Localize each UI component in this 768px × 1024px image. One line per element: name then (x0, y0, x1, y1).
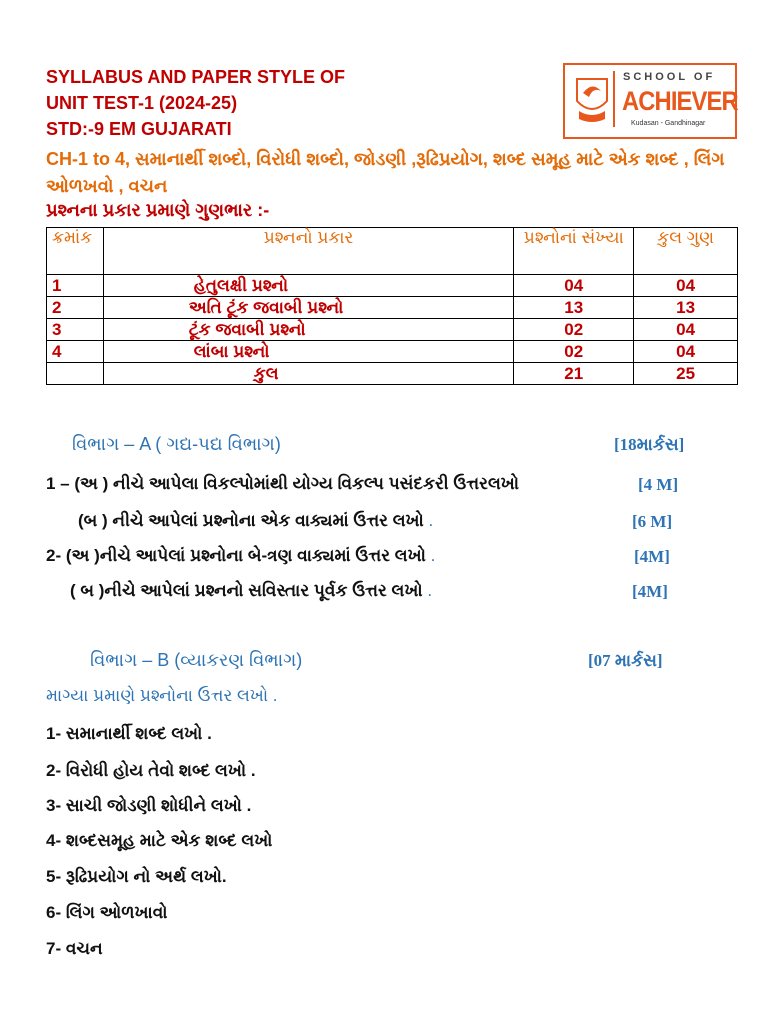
question-marks: [6 M] (632, 512, 673, 531)
row-type: હેતુલક્ષી પ્રશ્નો (103, 275, 514, 297)
row-count: 02 (514, 341, 634, 363)
row-type: ટૂંક જવાબી પ્રશ્નો (103, 319, 514, 341)
section-b-instruction: માગ્યા પ્રમાણે પ્રશ્નોના ઉત્તર લખો . (46, 686, 278, 705)
list-item: 2- વિરોધી હોય તેવો શબ્દ લખો . (46, 761, 256, 780)
document-header (46, 64, 546, 142)
section-b-title: વિભાગ – B (વ્યાકરણ વિભાગ) (90, 650, 303, 670)
table-total-row (47, 363, 738, 385)
question-marks: [4 M] (638, 475, 679, 494)
table-row (47, 319, 738, 341)
question-text: ( બ )નીચે આપેલાં પ્રશ્નનો સવિસ્તાર પૂર્વક ઉત્તર લખો (70, 581, 423, 600)
total-count: 21 (514, 363, 634, 385)
list-item: 7- વચન (46, 939, 103, 958)
row-marks: 04 (634, 275, 738, 297)
table-row (47, 297, 738, 319)
logo-emblem-icon (571, 71, 615, 127)
question-end-dot: . (430, 546, 436, 565)
section-a-title: વિભાગ – A ( ગદ્ય-પદ્ય વિભાગ) (72, 434, 281, 454)
table-row (47, 275, 738, 297)
list-item: 3- સાચી જોડણી શોધીને લખો . (46, 796, 252, 815)
total-label: કુલ (103, 363, 514, 385)
list-item: 6- લિંગ ઓળખાવો (46, 903, 168, 922)
question-text: (બ ) નીચે આપેલાં પ્રશ્નોના એક વાક્યમાં ઉત્તર લખો (78, 511, 424, 530)
list-item: 1- સમાનાર્થી શબ્દ લખો . (46, 724, 212, 743)
marks-distribution-title: પ્રશ્નના પ્રકાર પ્રમાણે ગુણભાર :- (46, 200, 270, 220)
list-item: 5- રૂઢિપ્રયોગ નો અર્થ લખો. (46, 867, 227, 886)
total-marks: 25 (634, 363, 738, 385)
row-type: લાંબા પ્રશ્નો (103, 341, 514, 363)
school-logo (563, 63, 737, 139)
row-marks: 04 (634, 319, 738, 341)
row-serial: 4 (47, 341, 104, 363)
header-line-3: STD:-9 EM GUJARATI (46, 119, 232, 139)
header-total-marks: કુલ ગુણ (634, 228, 738, 275)
header-line-1: SYLLABUS AND PAPER STYLE OF (46, 67, 346, 87)
question-text: 2- (અ )નીચે આપેલાં પ્રશ્નોના બે-ત્રણ વાક્યમાં ઉત્તર લખો (46, 546, 426, 565)
row-count: 13 (514, 297, 634, 319)
section-a-marks: [18માર્કસ] (614, 435, 685, 454)
row-marks: 13 (634, 297, 738, 319)
header-question-type: પ્રશ્નનો પ્રકાર (103, 228, 514, 275)
chapters-line: CH-1 to 4, સમાનાર્થી શબ્દો, વિરોધી શબ્દો, જોડણી ,રૂઢિપ્રયોગ, શબ્દ સમૂહ માટે એક શબ્દ , લિંગ ઓળખવો , વચન (46, 149, 725, 196)
row-serial: 1 (47, 275, 104, 297)
header-question-count: પ્રશ્નોનાં સંખ્યા (514, 228, 634, 275)
question-marks: [4M] (632, 582, 668, 601)
logo-name: ACHIEVER (622, 86, 738, 116)
section-b-marks: [07 માર્કસ] (588, 651, 663, 670)
question-end-dot: . (428, 511, 434, 530)
header-line-2: UNIT TEST-1 (2024-25) (46, 93, 238, 113)
logo-place: Kudasan - Gandhinagar (631, 120, 706, 127)
question-end-dot: . (427, 581, 433, 600)
row-type: અતિ ટૂંક જવાબી પ્રશ્નો (103, 297, 514, 319)
header-serial: ક્રમાંક (47, 228, 104, 275)
list-item: 4- શબ્દસમૂહ માટે એક શબ્દ લખો (46, 831, 273, 850)
question-marks: [4M] (634, 547, 670, 566)
total-serial-empty (47, 363, 104, 385)
row-serial: 2 (47, 297, 104, 319)
logo-school-of: SCHOOL OF (623, 71, 716, 83)
row-count: 04 (514, 275, 634, 297)
question-text: 1 – (અ ) નીચે આપેલા વિકલ્પોમાંથી યોગ્ય વિકલ્પ પસંદકરી ઉત્તરલખો (46, 474, 520, 493)
row-serial: 3 (47, 319, 104, 341)
marks-table (46, 227, 738, 385)
row-marks: 04 (634, 341, 738, 363)
table-row (47, 341, 738, 363)
row-count: 02 (514, 319, 634, 341)
table-header-row (47, 228, 738, 275)
